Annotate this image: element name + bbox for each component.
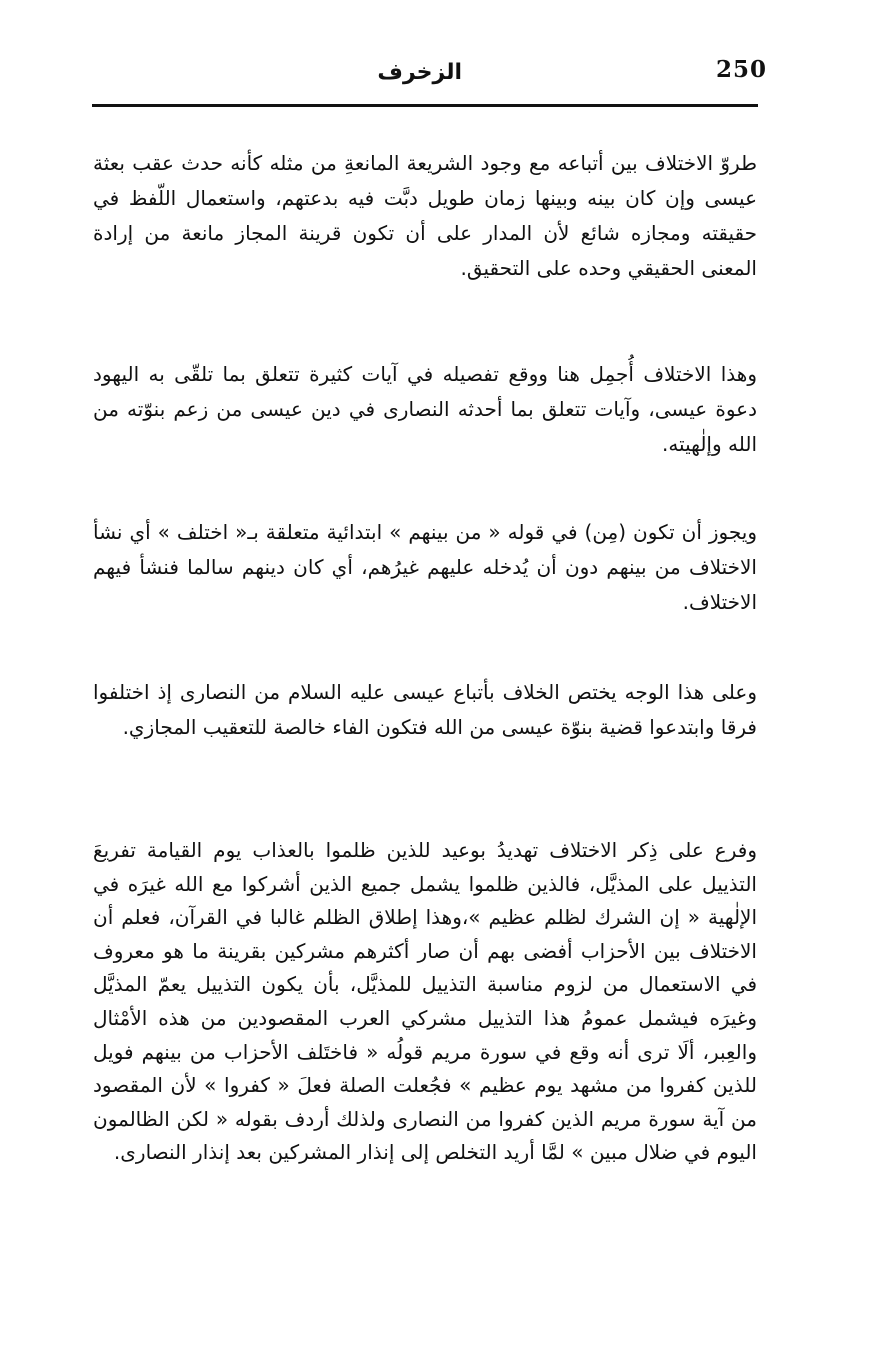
- page-header: [92, 52, 768, 100]
- paragraph-2: وهذا الاختلاف أُجمِل هنا ووقع تفصيله في آيات كثيرة تتعلق بما تلقّى به اليهود دعوة عيسى، وآيات تتعلق بما أحدثه النصارى في دين عيسى من زعم بنوّته من الله وإلٰهيته.: [93, 362, 757, 456]
- paragraph-1: طروّ الاختلاف بين أتباعه مع وجود الشريعة المانعةِ من مثله كأنه حدث عقب بعثة عيسى وإن كان بينه وبينها زمان طويل دبَّت فيه بدعتهم، واستعمال اللّفظ في حقيقته ومجازه شائع لأن المدار على أن تكون قرينة المجاز مانعة من إرادة المعنى الحقيقي وحده على التحقيق.: [93, 151, 757, 280]
- paragraph-5: وفرع على ذِكر الاختلاف تهديدُ بوعيد للذين ظلموا بالعذاب يوم القيامة تفريعَ التذييل على المذيَّل، فالذين ظلموا يشمل جميع الذين أشركوا مع الله غيرَه في الإلٰهية « إن الشرك لظلم عظيم »،وهذا إطلاق الظلم غالبا في القرآن، فعلم أن الاختلاف بين الأحزاب أفضى بهم أن صار أكثرهم مشركين بقرينة ما هو معروف في الاستعمال من لزوم مناسبة التذييل للمذيَّل، بأن يكون التذييل يعمّ المذيَّل وغيرَه فيشمل عمومُ هذا التذييل مشركي العرب المقصودين من هذه الأمْثال والعِبر، ألَا ترى أنه وقع في سورة مريم قولُه « فاختَلف الأحزاب من بينهم فويل للذين كفروا من مشهد يوم عظيم » فجُعلت الصلة فعلَ « كفروا » لأن المقصود من آية سورة مريم الذين كفروا من النصارى ولذلك أردف بقوله « لكن الظالمون اليوم في ضلال مبين » لمَّا أريد التخلص إلى إنذار المشركين بعد إنذار النصارى.: [93, 838, 757, 1165]
- paragraph-4: وعلى هذا الوجه يختص الخلاف بأتباع عيسى عليه السلام من النصارى إذ اختلفوا فرقا وابتدعوا قضية بنوّة عيسى من الله فتكون الفاء خالصة للتعقيب المجازي.: [93, 680, 757, 739]
- surah-title: الزخرف: [377, 60, 462, 85]
- header-divider: [92, 104, 758, 107]
- paragraph-3: ويجوز أن تكون (مِن) في قوله « من بينهم » ابتدائية متعلقة بـ« اختلف » أي نشأ الاختلاف من بينهم دون أن يُدخله عليهم غيرُهم، أي كان دينهم سالما فنشأ فيهم الاختلاف.: [93, 520, 757, 614]
- page-number: 250: [716, 56, 768, 83]
